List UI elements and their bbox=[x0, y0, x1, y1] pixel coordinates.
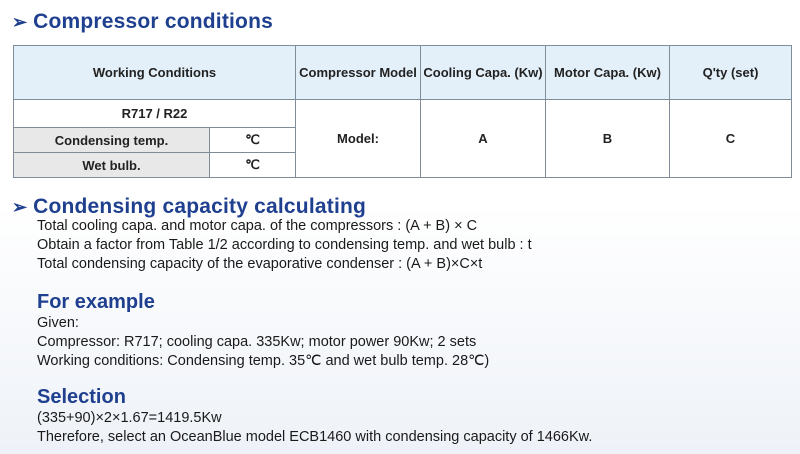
selection-line: (335+90)×2×1.67=1419.5Kw bbox=[37, 410, 222, 426]
example-text bbox=[37, 314, 489, 371]
model-cell: Model: bbox=[296, 100, 421, 178]
selection-text bbox=[37, 409, 592, 447]
arrow-bullet-icon: ➢ bbox=[12, 11, 28, 32]
qty-cell: C bbox=[670, 100, 792, 178]
header-cooling-capa: Cooling Capa. (Kw) bbox=[421, 46, 546, 100]
section-title-compressor-conditions bbox=[12, 10, 273, 34]
calc-line: Total cooling capa. and motor capa. of the compressors : (A + B) × C bbox=[37, 218, 478, 234]
selection-line: Therefore, select an OceanBlue model ECB1460 with condensing capacity of 1466Kw. bbox=[37, 429, 593, 445]
header-motor-capa: Motor Capa. (Kw) bbox=[546, 46, 670, 100]
condensing-temp-label: Condensing temp. bbox=[14, 128, 210, 153]
example-heading: For example bbox=[37, 291, 155, 313]
motor-capa-cell: B bbox=[546, 100, 670, 178]
selection-heading: Selection bbox=[37, 386, 126, 408]
calculation-text bbox=[37, 217, 532, 274]
example-line: Working conditions: Condensing temp. 35℃ and wet bulb temp. 28℃) bbox=[37, 353, 490, 369]
section-title-text: Compressor conditions bbox=[33, 10, 273, 33]
condensing-temp-unit: ℃ bbox=[210, 128, 296, 153]
refrigerant-cell: R717 / R22 bbox=[14, 100, 296, 128]
header-qty: Q'ty (set) bbox=[670, 46, 792, 100]
calc-line: Total condensing capacity of the evaporative condenser : (A + B)×C×t bbox=[37, 256, 483, 272]
example-line: Compressor: R717; cooling capa. 335Kw; motor power 90Kw; 2 sets bbox=[37, 334, 477, 350]
cooling-capa-cell: A bbox=[421, 100, 546, 178]
header-working-conditions: Working Conditions bbox=[14, 46, 296, 100]
calc-line: Obtain a factor from Table 1/2 according to condensing temp. and wet bulb : t bbox=[37, 237, 532, 253]
section-title-condensing-capacity bbox=[12, 195, 366, 219]
wet-bulb-unit: ℃ bbox=[210, 153, 296, 178]
arrow-bullet-icon: ➢ bbox=[12, 196, 28, 217]
section-title-text: Condensing capacity calculating bbox=[33, 195, 367, 218]
header-compressor-model: Compressor Model bbox=[296, 46, 421, 100]
compressor-conditions-table bbox=[13, 45, 792, 178]
wet-bulb-label: Wet bulb. bbox=[14, 153, 210, 178]
example-line: Given: bbox=[37, 315, 79, 331]
